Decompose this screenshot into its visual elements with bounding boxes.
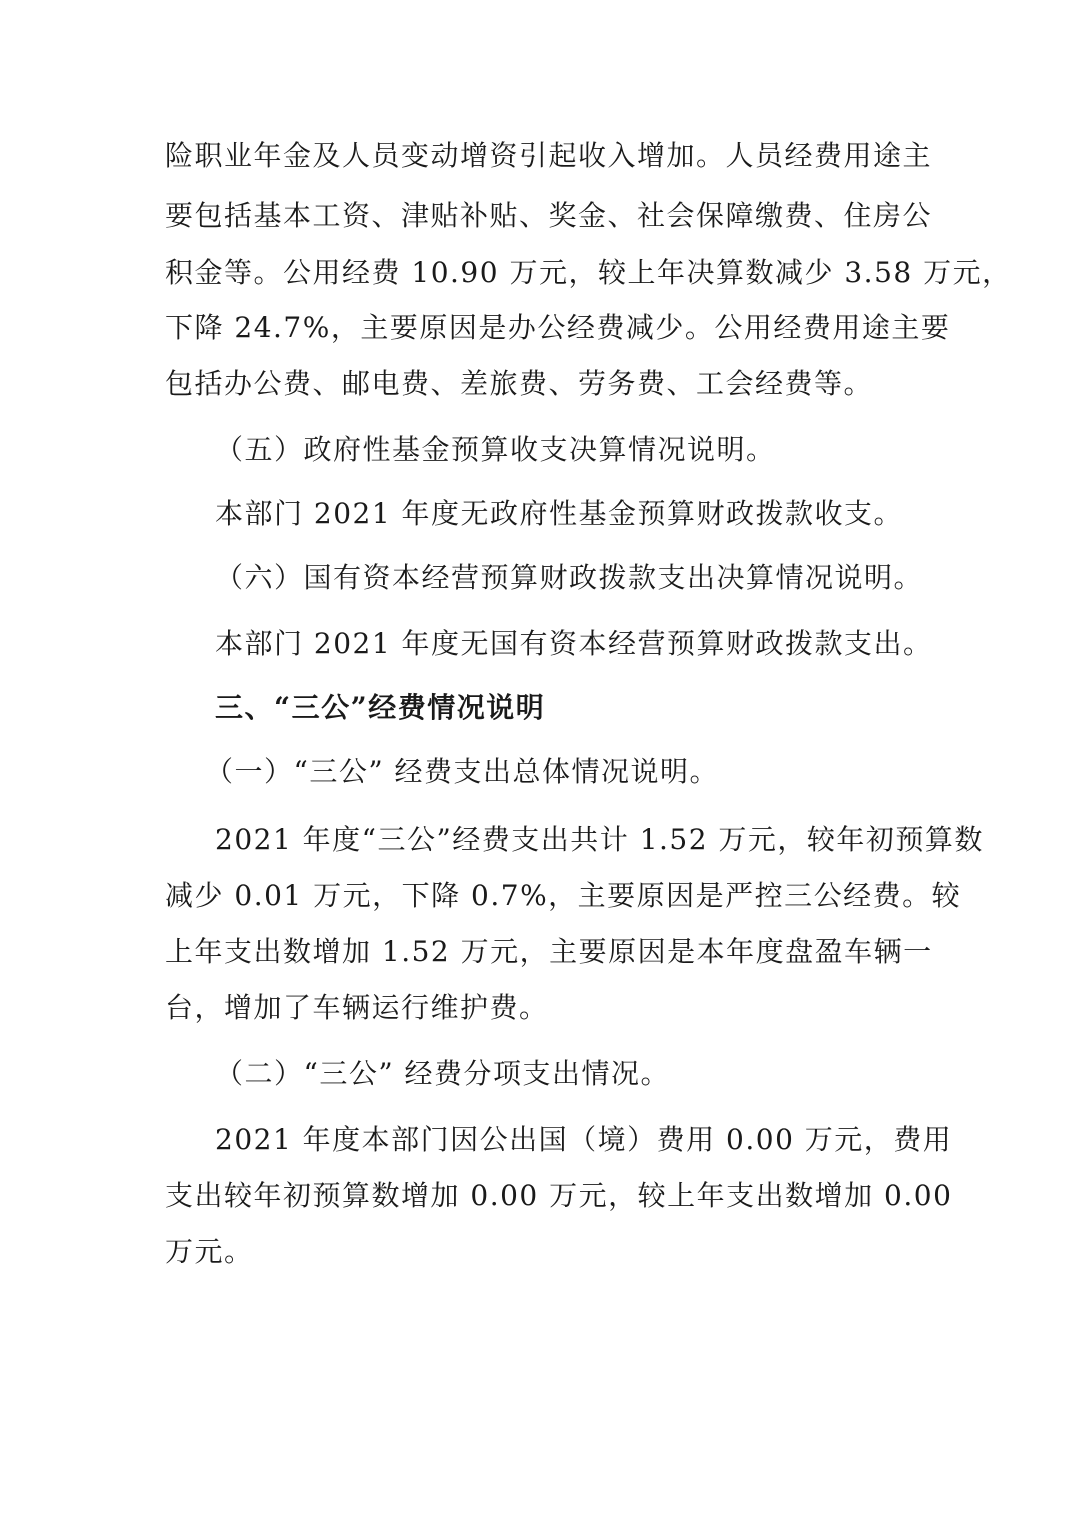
- paragraph-line: 2021 年度本部门因公出国（境）费用 0.00 万元，费用: [215, 1123, 953, 1156]
- paragraph-line: 台，增加了车辆运行维护费。: [165, 991, 549, 1024]
- paragraph-line: 2021 年度“三公”经费支出共计 1.52 万元，较年初预算数: [215, 823, 984, 856]
- paragraph-line: 下降 24.7%，主要原因是办公经费减少。公用经费用途主要: [165, 311, 951, 344]
- subsection-heading-1: （一）“三公” 经费支出总体情况说明。: [205, 755, 720, 788]
- paragraph-line: 上年支出数增加 1.52 万元，主要原因是本年度盘盈车辆一: [165, 935, 933, 968]
- paragraph-line: 减少 0.01 万元，下降 0.7%，主要原因是严控三公经费。较: [165, 879, 962, 912]
- section-text-6: 本部门 2021 年度无国有资本经营预算财政拨款支出。: [215, 627, 933, 660]
- paragraph-line: 要包括基本工资、津贴补贴、奖金、社会保障缴费、住房公: [165, 199, 933, 232]
- section-heading-6: （六）国有资本经营预算财政拨款支出决算情况说明。: [215, 561, 924, 594]
- paragraph-line: 积金等。公用经费 10.90 万元，较上年决算数减少 3.58 万元，: [165, 256, 1012, 289]
- section-heading-5: （五）政府性基金预算收支决算情况说明。: [215, 433, 776, 466]
- section-text-5: 本部门 2021 年度无政府性基金预算财政拨款收支。: [215, 497, 904, 530]
- paragraph-line: 支出较年初预算数增加 0.00 万元，较上年支出数增加 0.00: [165, 1179, 953, 1212]
- paragraph-line: 包括办公费、邮电费、差旅费、劳务费、工会经费等。: [165, 367, 874, 400]
- chapter-heading-3: 三、“三公”经费情况说明: [215, 691, 546, 724]
- paragraph-line: 万元。: [165, 1235, 254, 1268]
- paragraph-line: 险职业年金及人员变动增资引起收入增加。人员经费用途主: [165, 139, 933, 172]
- subsection-heading-2: （二）“三公” 经费分项支出情况。: [215, 1057, 671, 1090]
